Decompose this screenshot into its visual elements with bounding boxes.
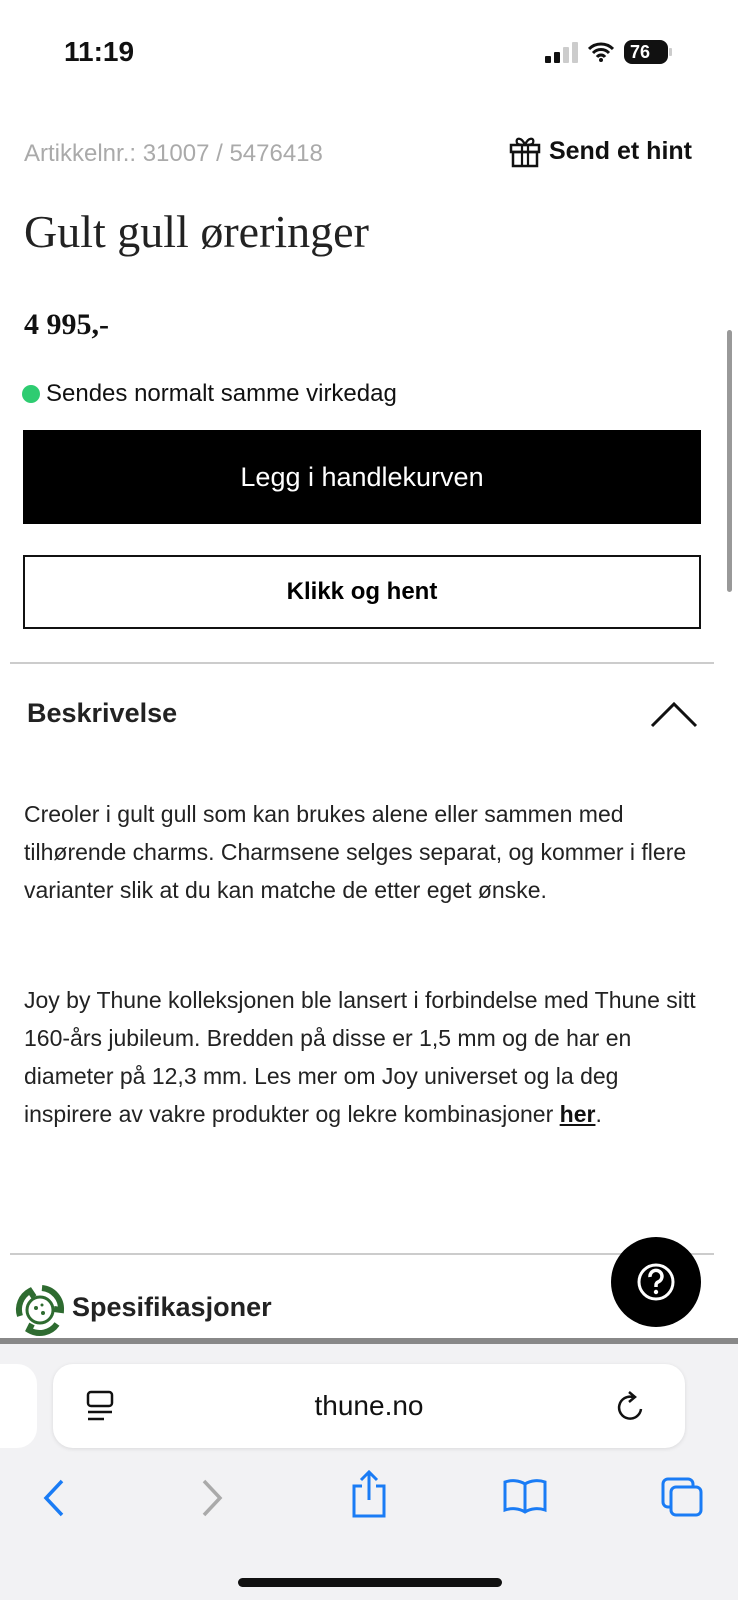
forward-icon[interactable] bbox=[200, 1478, 224, 1518]
bookmarks-icon[interactable] bbox=[502, 1478, 548, 1514]
signal-icon bbox=[545, 42, 578, 63]
article-number: Artikkelnr.: 31007 / 5476418 bbox=[24, 140, 323, 167]
help-button[interactable] bbox=[611, 1237, 701, 1327]
address-bar[interactable] bbox=[53, 1364, 685, 1448]
reload-icon[interactable] bbox=[615, 1390, 647, 1424]
description-header[interactable]: Beskrivelse bbox=[27, 698, 178, 728]
click-and-collect-button[interactable]: Klikk og hent bbox=[23, 555, 701, 629]
description-text: Joy by Thune kolleksjonen ble lansert i forbindelse med Thune sitt 160-års jubileum. Bredden på disse er 1,5 mm og de har en diameter på 12,3 mm. Les mer om Joy universet og la deg inspirere av vakre produkter og lekre kombinasjoner bbox=[24, 987, 696, 1127]
status-icons bbox=[545, 40, 668, 64]
gift-icon bbox=[509, 134, 541, 168]
product-price: 4 995,- bbox=[24, 308, 109, 341]
home-indicator bbox=[238, 1578, 502, 1587]
divider bbox=[10, 1253, 714, 1255]
page-scrollbar[interactable] bbox=[727, 330, 732, 592]
specifications-header[interactable]: Spesifikasjoner bbox=[72, 1292, 272, 1322]
question-icon bbox=[636, 1262, 676, 1302]
shipping-status bbox=[22, 380, 397, 408]
back-icon[interactable] bbox=[42, 1478, 66, 1518]
description-paragraph-2 bbox=[24, 981, 704, 1133]
url-text[interactable]: thune.no bbox=[314, 1390, 424, 1421]
description-end: . bbox=[595, 1101, 602, 1127]
battery-indicator: 76 bbox=[624, 40, 668, 64]
tabs-icon[interactable] bbox=[660, 1476, 704, 1518]
product-title: Gult gull øreringer bbox=[24, 206, 369, 257]
description-paragraph-1: Creoler i gult gull som kan brukes alene eller sammen med tilhørende charms. Charmsene selges separat, og kommer i flere varianter slik at du kan matche de etter eget ønske. bbox=[24, 801, 687, 903]
send-hint-label: Send et hint bbox=[548, 136, 692, 165]
recycle-badge-icon[interactable] bbox=[12, 1282, 68, 1338]
share-icon[interactable] bbox=[350, 1470, 388, 1518]
chevron-up-icon[interactable] bbox=[650, 700, 698, 728]
shipping-text: Sendes normalt samme virkedag bbox=[46, 380, 397, 407]
divider bbox=[10, 662, 714, 664]
status-dot-icon bbox=[22, 385, 40, 403]
send-hint-button[interactable] bbox=[509, 134, 692, 168]
previous-tab[interactable] bbox=[0, 1364, 37, 1448]
add-to-cart-button[interactable]: Legg i handlekurven bbox=[23, 430, 701, 524]
status-time: 11:19 bbox=[64, 36, 135, 67]
wifi-icon bbox=[588, 42, 614, 62]
read-more-link[interactable]: her bbox=[559, 1101, 596, 1127]
